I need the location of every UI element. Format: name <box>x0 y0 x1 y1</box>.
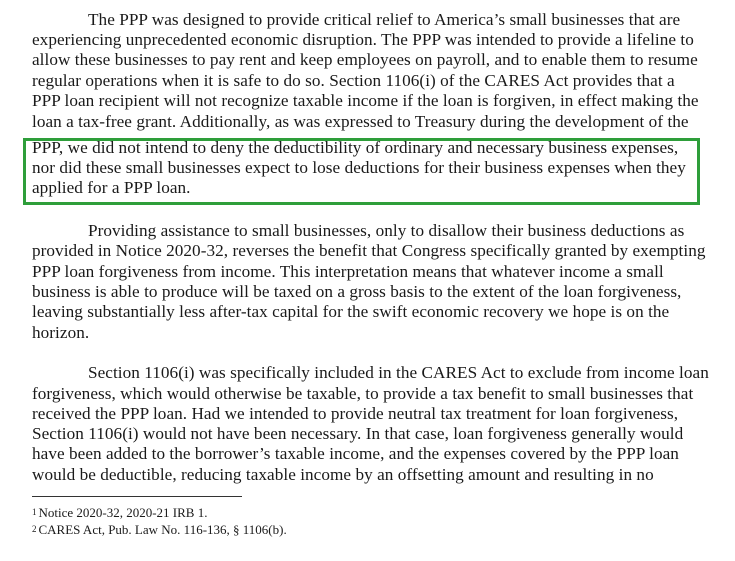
paragraph-3-line-3: received the PPP loan. Had we intended to provide neutral tax treatment for loan forgiveness, <box>32 404 679 423</box>
paragraph-1-line-1: The PPP was designed to provide critical relief to America’s small businesses that are <box>88 10 681 29</box>
paragraph-3-line-5: have been added to the borrower’s taxable income, and the expenses covered by the PPP loan <box>32 444 679 463</box>
paragraph-1-line-3: allow these businesses to pay rent and keep employees on payroll, and to enable them to resume <box>32 50 698 69</box>
paragraph-2-line-6: horizon. <box>32 323 90 342</box>
paragraph-2-line-2: provided in Notice 2020-32, reverses the benefit that Congress specifically granted by exempting <box>32 241 706 260</box>
paragraph-1-line-9: applied for a PPP loan. <box>32 178 191 197</box>
footnote-separator <box>32 496 242 497</box>
footnote-2-text: CARES Act, Pub. Law No. 116-136, § 1106(b). <box>38 522 287 537</box>
green-highlight-box <box>23 138 700 205</box>
paragraph-1-line-4: regular operations when it is safe to do so. Section 1106(i) of the CARES Act provides that a <box>32 71 675 90</box>
paragraph-1-line-6: loan a tax-free grant. Additionally, as was expressed to Treasury during the development of the <box>32 112 689 131</box>
paragraph-2-line-4: business is able to produce will be taxed on a gross basis to the extent of the loan forgiveness, <box>32 282 682 301</box>
paragraph-1-line-8: nor did these small businesses expect to lose deductions for their business expenses when they <box>32 158 686 177</box>
paragraph-1-line-2: experiencing unprecedented economic disruption. The PPP was intended to provide a lifeline to <box>32 30 694 49</box>
footnote-2-mark: 2 <box>32 524 37 534</box>
paragraph-3-line-2: forgiveness, which would otherwise be taxable, to provide a tax benefit to small businesses that <box>32 384 694 403</box>
paragraph-3-line-1: Section 1106(i) was specifically included in the CARES Act to exclude from income loan <box>88 363 709 382</box>
footnote-1 <box>32 505 207 521</box>
paragraph-2-line-3: PPP loan forgiveness from income. This interpretation means that whatever income a small <box>32 262 664 281</box>
footnote-1-text: Notice 2020-32, 2020-21 IRB 1. <box>38 505 208 520</box>
footnote-2 <box>32 522 287 538</box>
footnote-1-mark: 1 <box>32 507 37 517</box>
paragraph-1-line-7: PPP, we did not intend to deny the deductibility of ordinary and necessary business expenses, <box>32 138 679 157</box>
paragraph-1-line-5: PPP loan recipient will not recognize taxable income if the loan is forgiven, in effect making the <box>32 91 699 110</box>
paragraph-2-line-5: leaving substantially less after-tax capital for the swift economic recovery we hope is on the <box>32 302 670 321</box>
paragraph-3-line-4: Section 1106(i) would not have been necessary. In that case, loan forgiveness generally would <box>32 424 684 443</box>
paragraph-3-line-6: would be deductible, reducing taxable income by an offsetting amount and resulting in no <box>32 465 654 484</box>
paragraph-2-line-1: Providing assistance to small businesses, only to disallow their business deductions as <box>88 221 685 240</box>
